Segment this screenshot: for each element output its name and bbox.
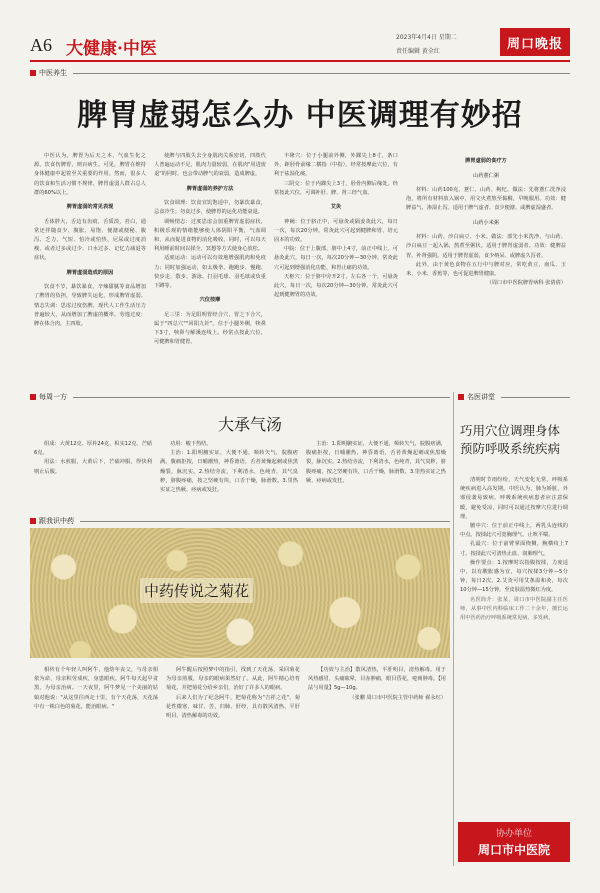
soup-marker (30, 394, 36, 400)
soup-usage: 用法：水煎服，大黄后下，芒硝冲服，得快利则止后服。 (34, 459, 152, 475)
section-title: 大健康·中医 (66, 39, 157, 59)
expert-column (458, 392, 570, 862)
sponsor-label: 协办单位 (495, 829, 532, 839)
soup-indication: 主治：1.阳明腑实证，大便不通，频转矢气，脘腹痞满，腹痛拒按，日晡潮热，神昏谵语，舌苔黄燥起刺或焦黑燥裂，脉沉实。2.热结旁流，下利清水，色纯青，其气臭秽，脐腹疼痛，按之坚硬有块，口舌干燥，脉滑数。3.里热实证之热厥、痉病或发狂。 (160, 450, 298, 494)
expert-kicker: 名医讲堂 (467, 393, 495, 401)
soup-title: 大承气汤 (217, 415, 282, 434)
acupoint-text-2: 丰隆穴：位于小腿前外侧，外踝尖上8寸，条口外，距胫骨前缘二横指（中指），经常按摩此穴位，有利于祛湿化痰。 (274, 153, 398, 178)
subhead-moxa: 艾灸 (330, 204, 342, 211)
causes-text: 饮食不节，暴饮暴食，辛辣甜腻等食品增加了脾胃的负担，导致脾失运化，形成脾胃虚弱。情志失调：思虑过度伤脾，现代人工作生活压力普遍较大，从而增加了脾虚的概率。劳逸过度：脾在体合肉，主四肢。 (34, 284, 146, 327)
top-article (30, 68, 570, 384)
paper-logo (500, 28, 570, 56)
col2-top-text: 使脾与四肢失去全身肌肉关系密切，四肢代人普遍运动不足，肌肉力量较弱，在肌肉"用进废退"的同时，也会带动脾气的衰弱，造成脾虚。 (154, 153, 266, 178)
soup-col-1 (34, 440, 152, 500)
subhead-adjust: 脾胃虚弱的养护方法 (186, 185, 234, 192)
soup-kicker: 每周一方 (39, 393, 67, 401)
vertical-divider (453, 392, 454, 866)
diet2-title: 山药小米粥 (473, 219, 499, 226)
chrysanthemum-section (30, 516, 450, 866)
adjust-text: 饮食调理：饮食宜饥饱适中，勿暴饮暴食，忌食冷生；勿食过多，使脾胃的运化功能衰退。 (154, 200, 266, 216)
soup-header (30, 392, 450, 402)
section-header (30, 68, 570, 78)
expert-header (458, 392, 570, 402)
soup-effect: 功用：峻下热结。 (170, 441, 212, 447)
mood-text: 调畅情志：过度思虑会加重脾胃虚弱症状，积极乐观的情绪能够使人体阴阳平衡，气血调和，从而促进食物的消化吸收，同时，可以每天利用睡前时间以揉全、冥想等方式使身心放松。 (154, 218, 266, 253)
sponsor-box (458, 822, 570, 862)
chrysanthemum-rule (80, 521, 450, 522)
chrysanthemum-col-1 (34, 666, 158, 861)
subhead-acupoint: 穴位按摩 (199, 297, 221, 304)
expert-rule (501, 397, 570, 398)
expert-text-2: 膻中穴：位于前正中线上，两乳头连线的中点。按揉此穴可宽胸理气、止咳平喘。 (460, 523, 568, 539)
soup-indication-cont: 主治：1.阳明腑实证，大便不通，频转矢气，脘腹痞满，腹痛拒按，日晡潮热，神昏谵语，舌苔黄燥起刺或焦黑燥裂，脉沉实。2.热结旁流，下利清水，色纯青，其气臭秽，脐腹疼痛，按之坚硬有块，口舌干燥，脉滑数。3.里热实证之热厥、痉病或发狂。 (306, 441, 446, 484)
page-number: A6 (30, 35, 52, 55)
moxa-text-3: 天枢穴：位于脐中旁开2寸，左右各一个，可悬灸此穴，每日一次，每次20分钟—30分钟。常灸此穴可起到健脾胃的功效。 (274, 273, 398, 299)
chrysanthemum-text-4: 【功效与主治】散风清热，平肝明目，清热解毒。用于风热感冒，头痛眩晕，目赤肿痛，眼目昏花，疮痈肿毒。【用法与用量】5g—10g。 (308, 667, 446, 692)
masthead (0, 0, 600, 62)
article-column-2 (154, 152, 266, 382)
chrysanthemum-title: 中药传说之菊花 (140, 578, 253, 603)
expert-text-1: 清明时节雨纷纷，天气变化无常，呼吸系统疾病进入高发期。中医认为，肺为娇脏，外邪侵袭易致病。呼吸系统疾病患者应注意保暖，避免受凉，同时可以通过按摩穴位进行调理。 (460, 477, 568, 520)
masthead-rule (30, 60, 570, 62)
expert-title: 巧用穴位调理身体 预防呼吸系统疾病 (460, 423, 561, 456)
expert-text-4: 操作要点：1.按摩时以指腹按揉，力度适中，以有酸胀感为宜，每穴按揉3分钟—5分钟，每日2次。2.艾灸可用艾条温和灸，每次10分钟—15分钟，至皮肤温热微红为度。 (460, 559, 568, 594)
diet1-title: 山药薏仁粥 (473, 172, 499, 179)
section-kicker: 中医养生 (39, 69, 67, 77)
intro-text: 中医认为，脾胃为后天之本，气血生化之源。饮食伤脾胃，则百病生。可见，脾胃在维持身体健康中起着至关重要的作用。然而，很多人的饮食和生活习惯不规律，脾胃虚弱人群占总人群的60%以上。 (34, 153, 146, 196)
chrysanthemum-photo (30, 528, 450, 658)
subhead-causes: 脾胃虚弱造成的原因 (66, 269, 114, 276)
headline: 脾胃虚弱怎么办 中医调理有妙招 (77, 98, 523, 133)
expert-marker (458, 394, 464, 400)
top-byline: （周口市中医院脾胃病科 张倩倩） (486, 280, 566, 287)
article-column-1 (34, 152, 146, 382)
expert-bio: 名医简介：张某，周口市中医院副主任医师，从事中医内科临床工作二十余年，擅长运用中医药治疗呼吸系统常见病、多发病。 (460, 596, 568, 622)
chrysanthemum-col-2 (166, 666, 300, 861)
expert-text-3: 孔最穴：位于前臂掌面桡侧，腕横纹上7寸。按揉此穴可清热止血、润肺理气。 (460, 541, 568, 557)
diet2-text: 材料：山药、沙白扁豆、小米。做法：部先小米洗净，与山药、沙白扁豆一起入锅，熬煮至粥状。适用于脾胃虚弱者。功效：健脾益胃，补肾强阴。适用于脾胃虚弱，食少纳呆、或脾虚久泻者。 (406, 234, 566, 259)
note-text: 此外，由于黄色食物在五行中与脾对应，常吃黄豆、南瓜、玉米、小米、香蕉等，也可促进脾胃健康。 (406, 261, 566, 277)
acupoint-text-3: 三阴交：位于内踝尖上3寸，胫骨内侧后缘处。经常按此穴位，可调补肝、脾、肾三经气血。 (274, 180, 398, 196)
chrysanthemum-byline: （张鹏 周口市中医院主管中药师 翟永红） (349, 694, 446, 701)
chrysanthemum-header (30, 516, 450, 526)
symptoms-text: 舌体胖大，舌边有齿痕，舌质淡，苔白，通常还伴随食少、腹胀、易饱、便溏或便秘、腹泻、乏力、气短、怕冷或怕热，尼尿或过度消瘦、或者过多或过少、口水过多、记忆力减退等症状。 (34, 218, 146, 262)
paper-name: 周口晚报 (506, 36, 563, 52)
section-marker (30, 70, 36, 76)
chrysanthemum-col-3 (308, 666, 446, 861)
subhead-diet: 脾胃虚弱的食疗方 (465, 158, 507, 165)
acupoint-text: 足三里：为足阳明胃经合穴，胃之下合穴，属于"四总穴""回阳九针"。位于小腿外侧，犊鼻下3寸，犊鼻与解溪连线上。经常点按此穴位，可健脾和胃健胃。 (154, 311, 266, 346)
soup-formula: 组成：大黄12克、厚朴24克、枳实12克、芒硝6克。 (34, 441, 152, 457)
section-rule (73, 73, 570, 74)
subhead-symptoms: 脾胃虚弱的常见表现 (66, 204, 114, 211)
article-column-3 (274, 152, 398, 382)
moxa-text: 神阙：位于脐正中，可悬灸或隔姜灸此穴，每日一次，每次20分钟。常灸此穴可起到健脾和胃、培元固本的功效。 (274, 218, 398, 243)
diet1-text: 材料：山药100克、薏仁、山药、枸杞。做法：先将薏仁洗净浸泡，将所有材料放入锅中，用文火煮熬至黏稠，早晚服用。功效：健脾益气、渗湿止泻。适用于脾气虚者、食少便溏、或脾虚湿盛者。 (406, 186, 566, 212)
article-column-4 (406, 152, 566, 382)
date-line: 2023年4月4日 星期二 (396, 34, 457, 41)
chrysanthemum-text-2: 阿牛醒后按照梦中的指引，找到了天花荡，采回菊花为母亲煎服，母亲的眼病果然好了。从此，阿牛精心培育菊花，并把菊花分给乡亲们，治好了许多人的眼病。 (166, 667, 300, 692)
expert-body (460, 476, 568, 798)
soup-col-3 (306, 440, 446, 500)
editors: 责任编辑 黄全红 (396, 48, 440, 55)
chrysanthemum-text-1: 相传有个年轻人叫阿牛，他幼年丧父，与母亲相依为命，母亲积劳成疾，身患眼疾。阿牛每天起早贪黑，为母亲治病。一天夜里，阿牛梦见一个美丽的姑娘对他说："从这里往西走十里，有个天花荡，天花荡中有一株白色的菊花，能治眼病。" (34, 667, 158, 710)
chrysanthemum-text-3: 后来人们为了纪念阿牛，把菊花称为"吉祥之花"。菊花性微寒，味甘、苦，归肺、肝经，具有散风清热、平肝明目、清热解毒的功效。 (166, 694, 300, 720)
exercise-text: 适度运动：运动可以有效地增强肌肉和免疫力；同时加强运动，如太极拳，跑跑步、慢跑、快步走、散步、游泳、打羽毛球、羽毛球或负重下蹲等。 (154, 255, 266, 290)
chrysanthemum-marker (30, 518, 36, 524)
soup-col-2 (160, 440, 298, 500)
chrysanthemum-kicker: 跟我识中药 (39, 517, 74, 525)
soup-rule (73, 397, 450, 398)
moxa-text-2: 中脘：位于上腹部，脐中上4寸，前正中线上。可悬灸此穴，每日一次，每次20分钟—30分钟。常灸此穴可起到增强消化功能、和胃止痛的功效。 (274, 246, 398, 271)
sponsor-name: 周口市中医院 (477, 843, 550, 857)
soup-section (30, 392, 450, 504)
